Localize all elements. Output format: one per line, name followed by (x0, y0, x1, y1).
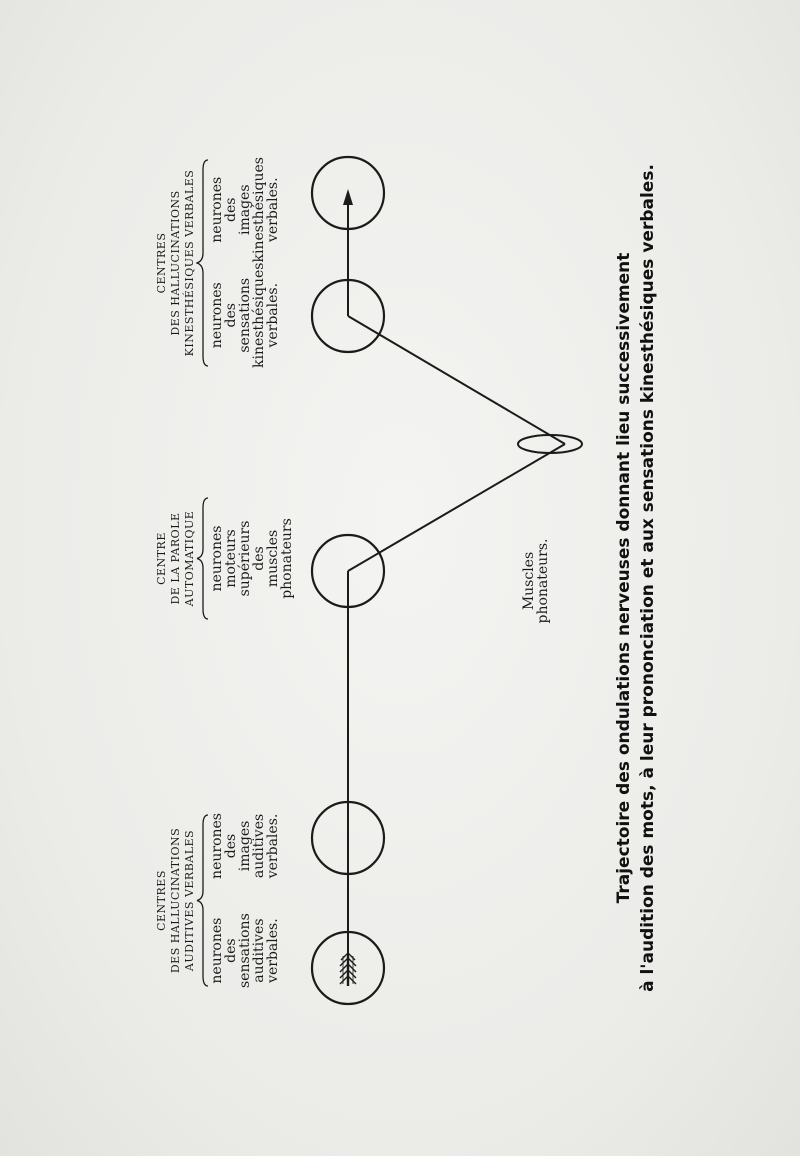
text-line: Muscles (521, 551, 537, 611)
text-line: phonateurs. (535, 538, 551, 624)
brace-icon (196, 158, 210, 368)
auditory-images-col (210, 813, 280, 879)
heading-line: DES HALLUCINATIONS (168, 827, 182, 974)
auditory-columns (210, 813, 280, 988)
text-line: images (237, 820, 254, 872)
brace-icon (196, 813, 210, 988)
text-line: kinesthésiques (251, 157, 268, 263)
text-line: neurones (209, 176, 226, 243)
text-line: verbales. (265, 282, 282, 348)
heading-line: AUDITIVES VERBALES (182, 829, 196, 972)
figure-caption-line-1: Trajectoire des ondulations nerveuses donnant lieu successivement (614, 252, 634, 904)
text-line: neurones (209, 282, 226, 349)
kinesthetic-images-col (210, 157, 280, 263)
text-line: des (223, 197, 240, 222)
text-line: sensations (237, 913, 254, 988)
muscles-ellipse (518, 435, 582, 453)
text-line: des (251, 546, 268, 571)
text-line: supérieurs (237, 520, 254, 597)
kinesthetic-sensations-col (210, 263, 280, 369)
text-line: moteurs (223, 529, 240, 588)
text-line: sensations (237, 277, 254, 353)
auditory-heading (155, 813, 196, 988)
text-line: neurones (209, 813, 226, 879)
arrow-feather-icon (340, 953, 356, 986)
text-line: auditives (251, 813, 268, 879)
label-auditory-centres (155, 813, 280, 988)
text-line: images (237, 184, 254, 236)
heading-line: CENTRES (155, 870, 168, 931)
text-line: des (223, 303, 240, 328)
text-line: verbales. (265, 918, 282, 983)
label-muscles (522, 526, 550, 636)
text-line: verbales. (265, 177, 282, 243)
label-motor-centre (155, 496, 294, 621)
auditory-sensations-col (210, 913, 280, 988)
kinesthetic-heading (155, 158, 196, 368)
heading-line: DE LA PAROLE (168, 512, 182, 605)
text-line: muscles phonateurs (265, 518, 296, 599)
label-kinesthetic-centres (155, 158, 280, 368)
text-line: verbales. (265, 813, 282, 879)
text-line: neurones (209, 525, 226, 592)
motor-heading (155, 496, 196, 621)
heading-line: CENTRES (155, 232, 168, 294)
arrowhead-icon (343, 189, 353, 205)
brace-icon (196, 496, 210, 621)
text-line: des (223, 833, 240, 859)
text-line: kinesthésiques (251, 262, 268, 368)
text-line: des (223, 938, 240, 963)
text-line: auditives (251, 918, 268, 983)
heading-line: DES HALLUCINATIONS (168, 190, 182, 336)
text-line: neurones (209, 917, 226, 984)
figure-caption-line-2: à l'audition des mots, à leur prononciation et aux sensations kinesthésiques verbales. (638, 164, 658, 992)
heading-line: CENTRE (155, 532, 168, 585)
kinesthetic-columns (210, 158, 280, 368)
heading-line: KINESTHÉSIQUES VERBALES (182, 169, 196, 357)
heading-line: AUTOMATIQUE (182, 510, 196, 607)
motor-column (210, 496, 294, 621)
path-muscles-to-kinesthetic (348, 316, 565, 444)
